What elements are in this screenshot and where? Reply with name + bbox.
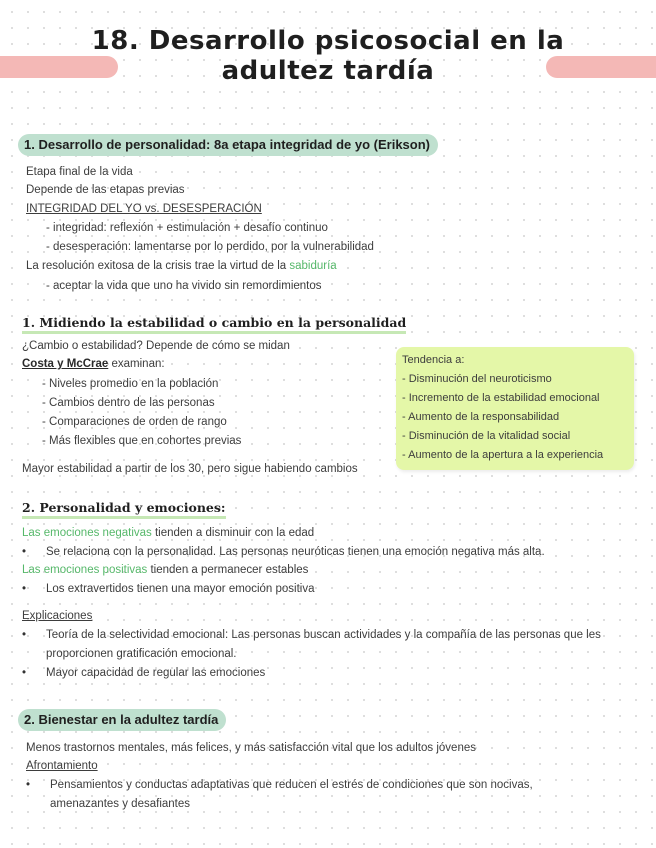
tendency-item: - Disminución de la vitalidad social bbox=[402, 430, 571, 442]
positive-emotions-label: Las emociones positivas bbox=[22, 564, 148, 576]
tendency-item: - Incremento de la estabilidad emocional bbox=[402, 392, 600, 404]
text-line-underlined: INTEGRIDAD DEL YO vs. DESESPERACIÓN bbox=[26, 203, 262, 215]
coping-label: Afrontamiento bbox=[26, 760, 98, 772]
tendency-title: Tendencia a: bbox=[402, 354, 465, 366]
resolution-text: La resolución exitosa de la crisis trae la virtud de la bbox=[26, 260, 290, 272]
text-line: ¿Cambio o estabilidad? Depende de cómo se midan bbox=[22, 340, 290, 352]
bullet-continuation: amenazantes y desafiantes bbox=[50, 798, 191, 810]
tendency-note bbox=[396, 347, 634, 470]
text-line: - desesperación: lamentarse por lo perdido, por la vulnerabilidad bbox=[46, 241, 374, 253]
page-title-line1: 18. Desarrollo psicosocial en la bbox=[91, 26, 565, 56]
negative-emotions-line bbox=[22, 525, 314, 541]
bullet-item: • Los extravertidos tienen una mayor emoción positiva bbox=[46, 581, 314, 597]
section-heading-emotions: 2. Personalidad y emociones: bbox=[22, 500, 226, 519]
list-item: - Cambios dentro de las personas bbox=[42, 397, 215, 409]
explanations-label: Explicaciones bbox=[22, 610, 93, 622]
resolution-line bbox=[26, 258, 337, 274]
bullet-item: • Pensamientos y conductas adaptativas que reducen el estrés de condiciones que son nocivas, bbox=[50, 777, 533, 793]
authors-name: Costa y McCrae bbox=[22, 358, 109, 370]
text-line: Depende de las etapas previas bbox=[26, 184, 185, 196]
negative-emotions-text: tienden a disminuir con la edad bbox=[151, 527, 315, 539]
bullet-continuation: proporcionen gratificación emocional. bbox=[46, 648, 237, 660]
text-line: - integridad: reflexión + estimulación + desafío continuo bbox=[46, 222, 328, 234]
negative-emotions-label: Las emociones negativas bbox=[22, 527, 152, 539]
text-line: - aceptar la vida que uno ha vivido sin remordimientos bbox=[46, 280, 322, 292]
section-heading-wellbeing: 2. Bienestar en la adultez tardía bbox=[18, 709, 226, 731]
text-line: Mayor estabilidad a partir de los 30, pero sigue habiendo cambios bbox=[22, 463, 358, 475]
list-item: - Niveles promedio en la población bbox=[42, 378, 219, 390]
bullet-item: • Se relaciona con la personalidad. Las personas neuróticas tienen una emoción negativa más alta. bbox=[46, 544, 545, 560]
bullet-item: • Teoría de la selectividad emocional: Las personas buscan actividades y la compañía de las personas que les bbox=[46, 627, 601, 643]
tendency-item: - Aumento de la responsabilidad bbox=[402, 411, 560, 423]
tendency-item: - Aumento de la apertura a la experiencia bbox=[402, 449, 604, 461]
section-heading-erikson: 1. Desarrollo de personalidad: 8a etapa integridad de yo (Erikson) bbox=[18, 134, 438, 156]
positive-emotions-line bbox=[22, 562, 308, 578]
authors-suffix: examinan: bbox=[108, 358, 165, 370]
text-line: Etapa final de la vida bbox=[26, 166, 133, 178]
authors-line bbox=[22, 356, 165, 372]
list-item: - Comparaciones de orden de rango bbox=[42, 416, 227, 428]
bullet-item: • Mayor capacidad de regular las emociones bbox=[46, 665, 265, 681]
section-heading-stability: 1. Midiendo la estabilidad o cambio en la personalidad bbox=[22, 315, 406, 334]
page-title bbox=[0, 26, 656, 86]
page-title-line2: adultez tardía bbox=[221, 56, 435, 86]
text-line: Menos trastornos mentales, más felices, y más satisfacción vital que los adultos jóvenes bbox=[26, 742, 476, 754]
positive-emotions-text: tienden a permanecer estables bbox=[147, 564, 309, 576]
list-item: - Más flexibles que en cohortes previas bbox=[42, 435, 242, 447]
tendency-item: - Disminución del neuroticismo bbox=[402, 373, 552, 385]
virtue-highlight: sabiduría bbox=[289, 260, 337, 272]
